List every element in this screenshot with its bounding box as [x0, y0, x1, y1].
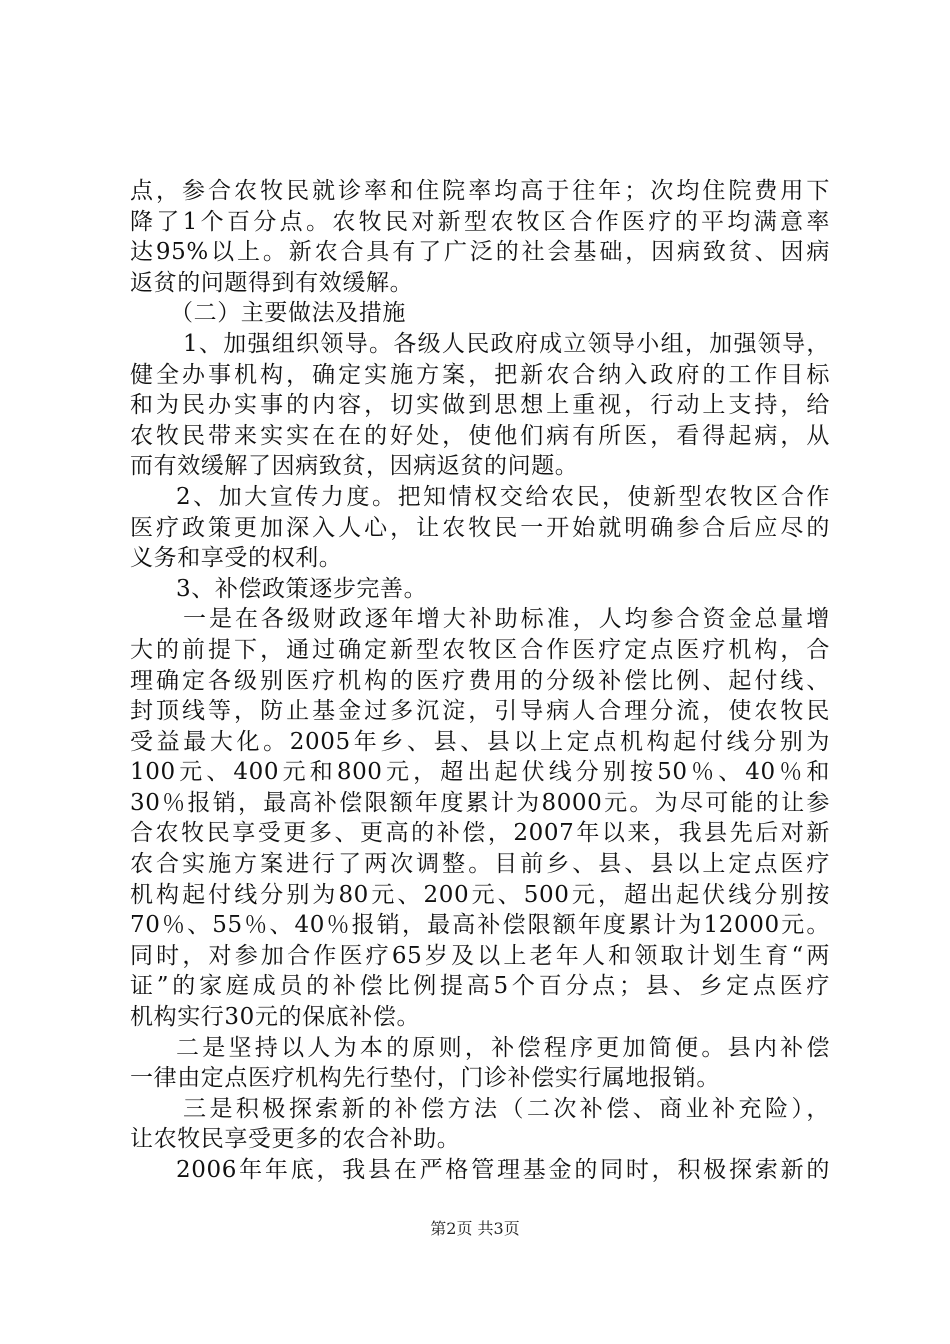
document-body — [130, 176, 830, 1186]
text-line: 同时，对参加合作医疗65岁及以上老年人和领取计划生育“两 — [130, 942, 830, 969]
text-line: 三是积极探索新的补偿方法（二次补偿、商业补充险）， — [183, 1095, 830, 1122]
text-line: 返贫的问题得到有效缓解。 — [130, 269, 414, 296]
text-line: 合农牧民享受更多、更高的补偿，2007年以来，我县先后对新 — [130, 820, 830, 847]
text-line: 一律由定点医疗机构先行垫付，门诊补偿实行属地报销。 — [130, 1065, 720, 1092]
text-line: 机构起付线分别为80元、200元、500元，超出起伏线分别按 — [130, 881, 830, 908]
text-line: 义务和享受的权利。 — [130, 545, 343, 572]
text-line: 3、补偿政策逐步完善。 — [176, 575, 428, 602]
text-line: 和为民办实事的内容，切实做到思想上重视，行动上支持，给 — [130, 392, 830, 419]
text-line: 理确定各级别医疗机构的医疗费用的分级补偿比例、起付线、 — [130, 667, 830, 694]
text-line: 农合实施方案进行了两次调整。目前乡、县、县以上定点医疗 — [130, 851, 830, 878]
text-line: 封顶线等，防止基金过多沉淀，引导病人合理分流，使农牧民 — [130, 698, 830, 725]
text-line: 70％、55％、40％报销，最高补偿限额年度累计为12000元。 — [130, 912, 830, 939]
text-line: 降了1个百分点。农牧民对新型农牧区合作医疗的平均满意率 — [130, 208, 830, 235]
text-line: 而有效缓解了因病致贫，因病返贫的问题。 — [130, 453, 579, 480]
text-line: 大的前提下，通过确定新型农牧区合作医疗定点医疗机构，合 — [130, 636, 830, 663]
text-line: 100元、400元和800元，超出起伏线分别按50％、40％和 — [130, 759, 830, 786]
text-line: 点，参合农牧民就诊率和住院率均高于往年；次均住院费用下 — [130, 178, 830, 204]
text-line: 让农牧民享受更多的农合补助。 — [130, 1126, 461, 1153]
section-heading: （二）主要做法及措施 — [170, 300, 406, 327]
text-line: 2006年年底，我县在严格管理基金的同时，积极探索新的 — [176, 1157, 830, 1183]
text-line: 二是坚持以人为本的原则，补偿程序更加简便。县内补偿 — [176, 1034, 830, 1061]
text-line: 2、加大宣传力度。把知情权交给农民，使新型农牧区合作 — [176, 483, 830, 510]
page-footer: 第2页 共3页 — [430, 1219, 520, 1238]
text-line: 30％报销，最高补偿限额年度累计为8000元。为尽可能的让参 — [130, 789, 830, 816]
text-line: 受益最大化。2005年乡、县、县以上定点机构起付线分别为 — [130, 728, 830, 755]
text-line: 机构实行30元的保底补偿。 — [130, 1004, 421, 1031]
text-line: 达95%以上。新农合具有了广泛的社会基础，因病致贫、因病 — [130, 239, 830, 266]
text-line: 1、加强组织领导。各级人民政府成立领导小组，加强领导， — [183, 330, 830, 357]
text-line: 证”的家庭成员的补偿比例提高5个百分点；县、乡定点医疗 — [130, 973, 830, 1000]
text-line: 农牧民带来实实在在的好处，使他们病有所医，看得起病，从 — [130, 422, 830, 449]
text-line: 健全办事机构，确定实施方案，把新农合纳入政府的工作目标 — [130, 361, 830, 388]
text-line: 医疗政策更加深入人心，让农牧民一开始就明确参合后应尽的 — [130, 514, 830, 541]
text-line: 一是在各级财政逐年增大补助标准，人均参合资金总量增 — [183, 606, 830, 633]
